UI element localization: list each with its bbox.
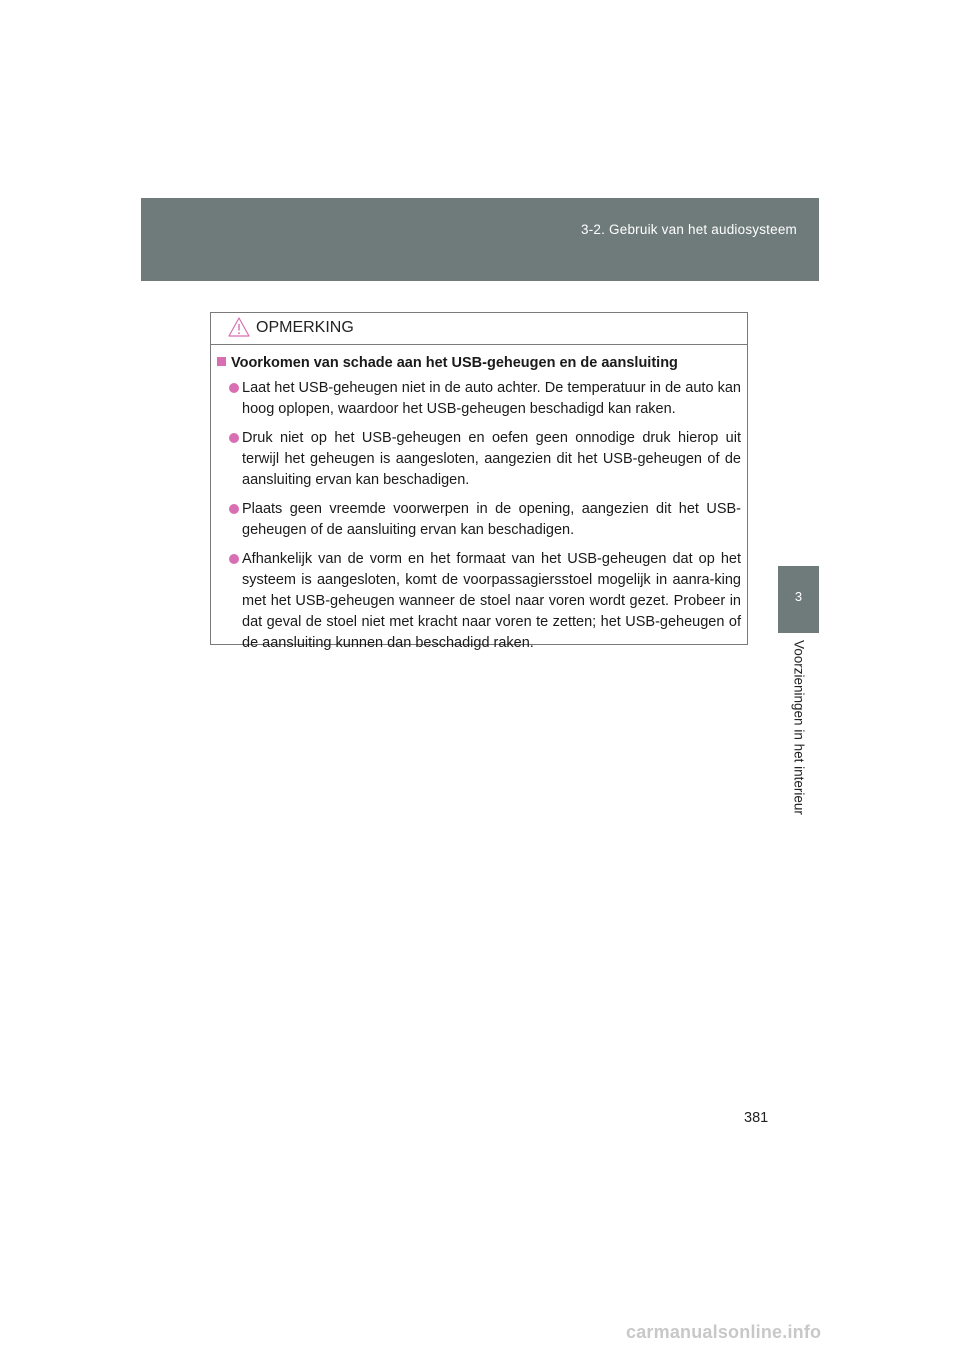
bullet-dot-icon (229, 433, 239, 443)
list-item-text: Afhankelijk van de vorm en het formaat van het USB-geheugen dat op het systeem is aangesloten, komt de voorpassagiersstoel mogelijk in aanra-king met het USB-geheugen wanneer de stoel naar voren wordt gezet. Probeer in dat geval de stoel niet met kracht naar voren te zetten; het USB-geheugen of de aansluiting kunnen dan beschadigd raken. (242, 551, 741, 651)
notice-box (210, 312, 748, 651)
list-item (217, 549, 741, 654)
warning-triangle-icon (228, 317, 250, 337)
list-item (217, 499, 741, 541)
list-item-text: Plaats geen vreemde voorwerpen in de opening, aangezien dit het USB-geheugen of de aansluiting ervan kan beschadigen. (242, 501, 741, 538)
notice-heading (217, 355, 741, 371)
chapter-number: 3 (794, 589, 803, 604)
bullet-dot-icon (229, 504, 239, 514)
square-bullet-icon (217, 357, 226, 366)
page-number: 381 (744, 1110, 769, 1126)
chapter-title-vertical (784, 640, 814, 840)
notice-list (217, 378, 741, 654)
section-header-band (141, 198, 819, 281)
notice-header (211, 313, 747, 345)
list-item-text: Druk niet op het USB-geheugen en oefen geen onnodige druk hierop uit terwijl het geheugen is aangesloten, aangezien dit het USB-geheugen of de aansluiting ervan kan beschadigen. (242, 430, 741, 488)
watermark: carmanualsonline.info (626, 1322, 822, 1342)
list-item-text: Laat het USB-geheugen niet in de auto achter. De temperatuur in de auto kan hoog oplopen, waardoor het USB-geheugen beschadigd kan raken. (242, 380, 741, 417)
chapter-tab (778, 566, 819, 633)
list-item (217, 428, 741, 491)
notice-title: OPMERKING (256, 319, 354, 336)
list-item (217, 378, 741, 420)
section-title: 3-2. Gebruik van het audiosysteem (581, 222, 797, 237)
bullet-dot-icon (229, 554, 239, 564)
chapter-title: Voorzieningen in het interieur (791, 640, 807, 815)
bullet-dot-icon (229, 383, 239, 393)
notice-body (211, 345, 747, 654)
notice-heading-text: Voorkomen van schade aan het USB-geheugen en de aansluiting (231, 355, 678, 371)
